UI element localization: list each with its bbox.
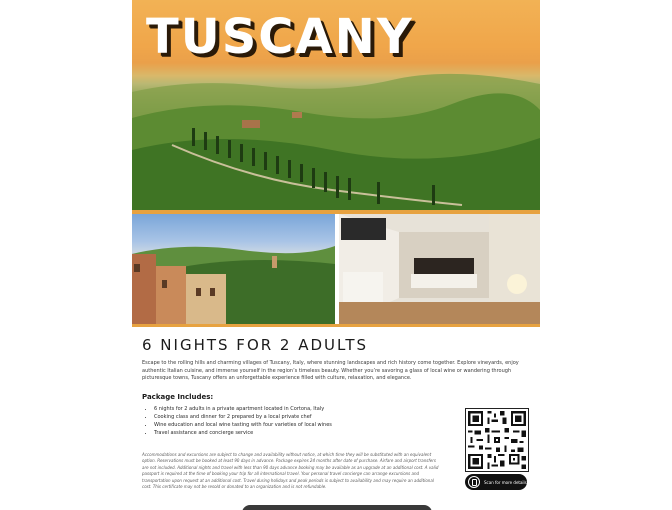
bottom-bar: [242, 505, 432, 510]
flyer: [132, 0, 540, 510]
list-item: • Cooking class and dinner for 2 prepared by a local private chef: [154, 413, 454, 421]
qr-code[interactable]: [465, 408, 529, 472]
village-illustration: [132, 214, 335, 324]
hero-image-tuscany-hills: [132, 0, 540, 210]
bedroom-illustration: [339, 214, 540, 324]
intro-paragraph: Escape to the rolling hills and charming villages of Tuscany, Italy, where stunning landscapes and rich history come together. Explore vineyards, enjoy authentic Italian cuisine, and immerse yourself in the region’s timeless beauty. Whether you’re savoring a glass of local wine or wandering through picturesque towns, Tuscany offers an unforgettable experience filled with culture, relaxation, and elegance.: [142, 360, 519, 381]
scan-details-badge[interactable]: [465, 474, 527, 490]
list-item: • Wine education and local wine tasting with four varieties of local wines: [154, 421, 454, 429]
scan-caption: Scan for more details: [484, 479, 527, 485]
list-item: • 6 nights for 2 adults in a private apartment located in Cortona, Italy: [154, 405, 454, 413]
qr-code-icon: [466, 409, 528, 471]
page-title: TUSCANY: [146, 9, 414, 65]
fine-print: Accommodations and excursions are subject to change and availability without notice, at which time they will be substituted with an equivalent option. Reservations must be booked at least 90 days in advance. Package expires 24 months after date of purchase. Airfare and airport transfers are not included. Additional nights and travel with less than 90 days advance booking may be available as an upgrade at an additional cost. A valid passport is required at the time of booking your trip for all international travel. Your personal travel concierge can arrange excursions and transportation upon request at an additional cost. Travel during holidays and peak periods is subject to availability and may require an additional cost. This certificate may not be resold or donated to an organization and is not refundable.: [142, 452, 439, 490]
package-list: [142, 405, 454, 437]
photo-village-view: [132, 214, 335, 324]
package-heading: Package Includes:: [142, 393, 214, 401]
phone-icon: [468, 476, 480, 488]
accent-divider-bottom: [132, 324, 540, 327]
photo-apartment-bedroom: [339, 214, 540, 324]
list-item: • Travel assistance and concierge service: [154, 429, 454, 437]
package-subtitle: 6 NIGHTS FOR 2 ADULTS: [142, 336, 369, 354]
